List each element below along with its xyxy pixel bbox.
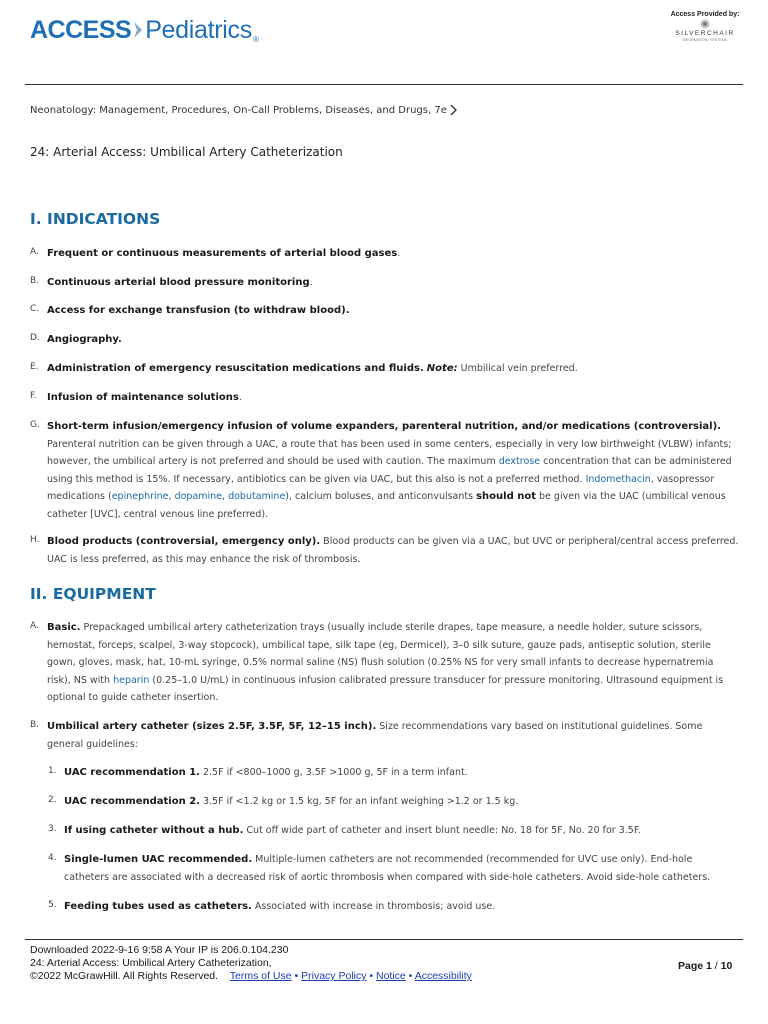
bullet-separator: • — [405, 970, 415, 982]
accessibility-link[interactable]: Accessibility — [414, 970, 472, 982]
provider-subtitle: INFORMATION / SYSTEMS — [683, 38, 727, 42]
logo-chevron-icon — [132, 19, 144, 41]
item-text: Umbilical vein preferred. — [457, 363, 578, 374]
should-not-emphasis: should not — [476, 491, 537, 502]
breadcrumb[interactable] — [30, 104, 457, 116]
list-marker: 2. — [48, 795, 57, 805]
sub-list-item — [48, 898, 740, 916]
silverchair-logo-icon — [699, 19, 711, 29]
list-item — [30, 331, 740, 349]
list-item — [30, 533, 740, 568]
page-label: Page — [678, 960, 704, 972]
item-lead: Single-lumen UAC recommended. — [64, 854, 253, 865]
item-lead: Frequent or continuous measurements of arterial blood gases — [47, 248, 398, 259]
notice-link[interactable]: Notice — [375, 970, 406, 982]
list-item — [30, 274, 740, 292]
provider-label: Access Provided by: — [670, 11, 740, 18]
link-epinephrine[interactable]: epinephrine — [111, 491, 169, 502]
list-item — [30, 718, 740, 753]
item-lead: UAC recommendation 1. — [64, 767, 200, 778]
item-text: . — [397, 248, 401, 259]
link-dextrose[interactable]: dextrose — [498, 456, 541, 467]
terms-of-use-link[interactable]: Terms of Use — [229, 970, 292, 982]
section-heading-indications: I. INDICATIONS — [30, 210, 161, 228]
breadcrumb-book-title[interactable]: Neonatology: Management, Procedures, On-Call Problems, Diseases, and Drugs, 7e — [30, 104, 447, 116]
item-text: . — [309, 277, 313, 288]
page-indicator — [678, 960, 732, 972]
item-text: (0.25–1.0 U/mL) in continuous infusion calibrated pressure transducer for pressure monitoring. Ultrasound equipment is optional to guide catheter insertion. — [47, 674, 724, 703]
page-footer — [30, 944, 472, 983]
header-divider — [25, 84, 743, 85]
item-text: Size recommendations vary based on institutional guidelines. Some general guidelines: — [47, 721, 703, 750]
item-lead: Angiography. — [47, 334, 122, 345]
copyright-text: ©2022 McGrawHill. All Rights Reserved. — [30, 970, 219, 982]
list-marker: A. — [30, 621, 39, 631]
section-heading-equipment: II. EQUIPMENT — [30, 585, 156, 603]
list-marker: B. — [30, 720, 40, 730]
list-item — [30, 389, 740, 407]
link-dopamine[interactable]: dopamine — [174, 491, 223, 502]
item-lead: Feeding tubes used as catheters. — [64, 901, 252, 912]
item-lead: Umbilical artery catheter (sizes 2.5F, 3.5F, 5F, 12–15 inch). — [47, 721, 377, 732]
item-text: Cut off wide part of catheter and insert blunt needle: No. 18 for 5F, No. 20 for 3.5F. — [243, 825, 641, 836]
sub-list-item — [48, 822, 740, 840]
page-current: 1 — [706, 960, 712, 972]
item-text: Blood products can be given via a UAC, but UVC or peripheral/central access preferred. UAC is less preferred, as this may enhance the risk of thrombosis. — [47, 536, 739, 565]
item-text: , vasopressor medications ( — [47, 473, 715, 502]
link-indomethacin[interactable]: Indomethacin — [585, 473, 651, 485]
footer-chapter-title: 24: Arterial Access: Umbilical Artery Catheterization, — [30, 957, 272, 969]
list-item — [30, 619, 740, 707]
page-total: 10 — [720, 960, 733, 972]
chevron-right-icon — [449, 104, 457, 116]
item-lead: Short-term infusion/emergency infusion of volume expanders, parenteral nutrition, and/or medications (controversial). — [47, 421, 721, 432]
list-item — [30, 418, 740, 523]
item-text: ), calcium boluses, and anticonvulsants — [285, 491, 477, 502]
list-marker: D. — [30, 333, 40, 343]
item-lead: Blood products (controversial, emergency only). — [47, 536, 321, 547]
item-lead: If using catheter without a hub. — [64, 825, 244, 836]
list-marker: A. — [30, 247, 39, 257]
item-lead: Access for exchange transfusion (to withdraw blood). — [47, 305, 350, 316]
list-marker: B. — [30, 276, 40, 286]
separator: , — [222, 491, 229, 502]
list-marker: H. — [30, 535, 40, 545]
item-lead: Administration of emergency resuscitation medications and fluids. — [47, 363, 424, 374]
chapter-title: 24: Arterial Access: Umbilical Artery Catheterization — [30, 145, 343, 159]
footer-divider — [25, 939, 743, 940]
list-marker: 1. — [48, 766, 57, 776]
list-marker: F. — [30, 391, 37, 401]
item-text: concentration that can be administered using this method is 15%. If necessary, antibiotics can be given via UAC, but this also is not a preferred method. — [47, 456, 732, 485]
item-text: Parenteral nutrition can be given through a UAC, a route that has been used in some centers, especially in very low birthweight (VLBW) infants; however, the umbilical artery is not preferred and should be used with caution. The maximum — [47, 438, 732, 467]
item-text: Associated with increase in thrombosis; avoid use. — [251, 901, 496, 912]
item-lead: UAC recommendation 2. — [64, 796, 200, 807]
item-lead: Basic. — [47, 622, 81, 633]
item-lead: Continuous arterial blood pressure monitoring — [47, 277, 310, 288]
list-marker: 4. — [48, 853, 57, 863]
logo-pediatrics-text: Pediatrics — [145, 15, 252, 44]
item-lead: Infusion of maintenance solutions — [47, 392, 239, 403]
note-label: Note: — [426, 363, 458, 374]
provider-name: SILVERCHAIR — [675, 30, 735, 37]
access-provider — [660, 11, 750, 42]
list-item — [30, 360, 740, 378]
bullet-separator: • — [366, 970, 376, 982]
link-heparin[interactable]: heparin — [113, 674, 150, 686]
separator: , — [168, 491, 175, 502]
item-text: Prepackaged umbilical artery catheterization trays (usually include sterile drapes, tape measure, a needle holder, suture scissors, hemostat, forceps, scalpel, 3-way stopcock), umbilical tape, silk tape (eg, Dermicel), 3–0 silk suture, gauze pads, antiseptic solution, sterile gown, gloves, mask, hat, 10-mL syringe, 0.5% normal saline (NS) flush solution (0.25% NS for very small infants to decrease hypernatremia risk), NS with — [47, 622, 714, 686]
item-text: . — [238, 392, 242, 403]
access-pediatrics-logo[interactable] — [30, 10, 259, 50]
list-marker: 5. — [48, 900, 57, 910]
logo-registered-mark: ® — [252, 35, 259, 44]
list-marker: 3. — [48, 824, 57, 834]
list-item — [30, 245, 740, 263]
sub-list-item — [48, 851, 740, 886]
sub-list-item — [48, 764, 740, 782]
footer-legal-line — [30, 970, 472, 983]
list-marker: G. — [30, 420, 40, 430]
bullet-separator: • — [291, 970, 302, 982]
item-text: Multiple-lumen catheters are not recommended (recommended for UVC use only). End-hole catheters are associated with a decreased risk of aortic thrombosis when compared with side-hole catheters. Avoid side-hole catheters. — [64, 854, 711, 883]
link-dobutamine[interactable]: dobutamine — [228, 491, 286, 502]
list-marker: C. — [30, 304, 40, 314]
privacy-policy-link[interactable]: Privacy Policy — [301, 970, 367, 982]
page-separator: / — [711, 960, 721, 972]
item-text: be given via the UAC (umbilical venous catheter [UVC], central venous line preferred). — [47, 491, 726, 520]
download-info: Downloaded 2022-9-16 9:58 A Your IP is 206.0.104.230 — [30, 944, 289, 956]
item-text: 3.5F if <1.2 kg or 1.5 kg, 5F for an infant weighing >1.2 or 1.5 kg. — [199, 796, 519, 807]
list-marker: E. — [30, 362, 39, 372]
item-text: 2.5F if <800–1000 g, 3.5F >1000 g, 5F in a term infant. — [199, 767, 468, 778]
logo-access-text: ACCESS — [30, 15, 132, 44]
sub-list-item — [48, 793, 740, 811]
list-item — [30, 302, 740, 320]
